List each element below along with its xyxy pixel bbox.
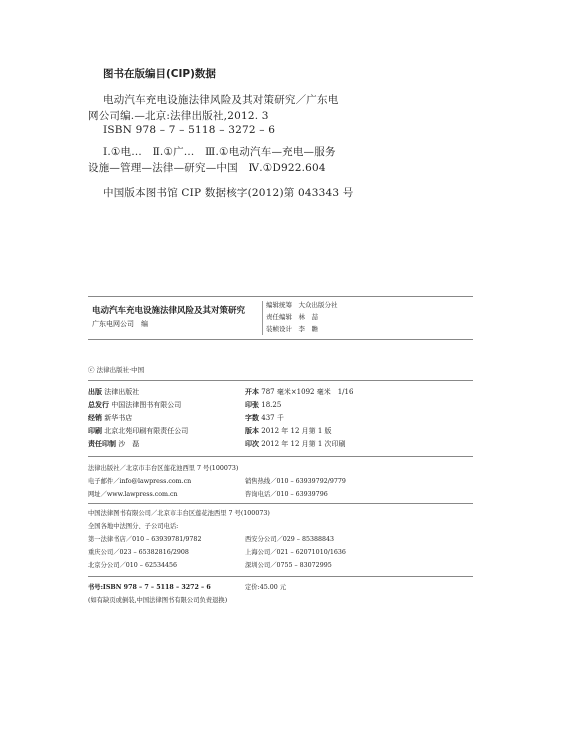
branches-intro: 全国各地中法图分、子公司电话: bbox=[88, 523, 179, 530]
pub-left-row: 出版 法律出版社 bbox=[88, 388, 140, 396]
divider bbox=[88, 456, 473, 457]
publisher-address: 法律出版社／北京市丰台区莲花池西里 7 号(100073) bbox=[88, 465, 239, 472]
isbn-footer: 书号:ISBN 978 – 7 – 5118 – 3272 – 6 bbox=[88, 584, 211, 591]
cip-line-2: 网公司编.—北京:法律出版社,2012. 3 bbox=[88, 110, 269, 122]
pub-right-row: 版本 2012 年 12 月第 1 版 bbox=[245, 427, 332, 435]
cip-line-1: 电动汽车充电设施法律风险及其对策研究／广东电 bbox=[103, 94, 339, 106]
distributor-address: 中国法律图书有限公司／北京市丰台区莲花池西里 7 号(100073) bbox=[88, 510, 270, 517]
box-divider bbox=[262, 301, 263, 335]
copyright-line: ⓒ 法律出版社·中国 bbox=[88, 366, 145, 374]
book-author: 广东电网公司 编 bbox=[92, 320, 148, 328]
book-title: 电动汽车充电设施法律风险及其对策研究 bbox=[92, 306, 246, 316]
divider bbox=[88, 380, 473, 381]
branch-left: 北京分公司／010 – 62534456 bbox=[88, 562, 178, 569]
credit-row: 装帧设计 李 瞻 bbox=[266, 325, 318, 333]
cip-line-3: ISBN 978 – 7 – 5118 – 3272 – 6 bbox=[103, 124, 276, 136]
credit-row: 编辑统筹 大众出版分社 bbox=[266, 301, 338, 309]
publisher-website: 网址／www.lawpress.com.cn bbox=[88, 491, 178, 498]
publisher-consult: 咨询电话／010 – 63939796 bbox=[245, 491, 328, 498]
cip-line-5: 设施—管理—法律—研究—中国 Ⅳ.①D922.604 bbox=[88, 162, 326, 174]
pub-left-row: 经销 新华书店 bbox=[88, 414, 133, 422]
branch-right: 深圳公司／0755 – 83072995 bbox=[245, 562, 332, 569]
pub-right-row: 开本 787 毫米×1092 毫米 1/16 bbox=[245, 388, 354, 396]
cip-line-4: Ⅰ.①电… Ⅱ.①广… Ⅲ.①电动汽车—充电—服务 bbox=[103, 146, 336, 158]
divider bbox=[88, 503, 473, 504]
pub-right-row: 字数 437 千 bbox=[245, 414, 284, 422]
price: 定价:45.00 元 bbox=[245, 584, 287, 591]
credit-row: 责任编辑 林 喆 bbox=[266, 313, 318, 321]
pub-right-row: 印次 2012 年 12 月第 1 次印刷 bbox=[245, 440, 346, 448]
divider bbox=[88, 576, 473, 577]
pub-right-row: 印张 18.25 bbox=[245, 401, 282, 409]
branch-left: 第一法律书店／010 – 63939781/9782 bbox=[88, 536, 202, 543]
pub-left-row: 印刷 北京北苑印刷有限责任公司 bbox=[88, 427, 189, 435]
branch-right: 西安分公司／029 – 85388843 bbox=[245, 536, 335, 543]
pub-left-row: 总发行 中国法律图书有限公司 bbox=[88, 401, 182, 409]
publisher-email: 电子邮件／info@lawpress.com.cn bbox=[88, 478, 192, 485]
return-notice: (如有缺页或倒装,中国法律图书有限公司负责退换) bbox=[88, 597, 228, 604]
book-info-box bbox=[88, 296, 473, 340]
branch-right: 上海公司／021 – 62071010/1636 bbox=[245, 549, 346, 556]
branch-left: 重庆公司／023 – 65382816/2908 bbox=[88, 549, 189, 556]
cip-line-6: 中国版本图书馆 CIP 数据核字(2012)第 043343 号 bbox=[103, 187, 354, 199]
cip-heading: 图书在版编目(CIP)数据 bbox=[103, 68, 216, 80]
pub-left-row: 责任印制 沙 磊 bbox=[88, 440, 140, 448]
publisher-sales: 销售热线／010 – 63939792/9779 bbox=[245, 478, 346, 485]
